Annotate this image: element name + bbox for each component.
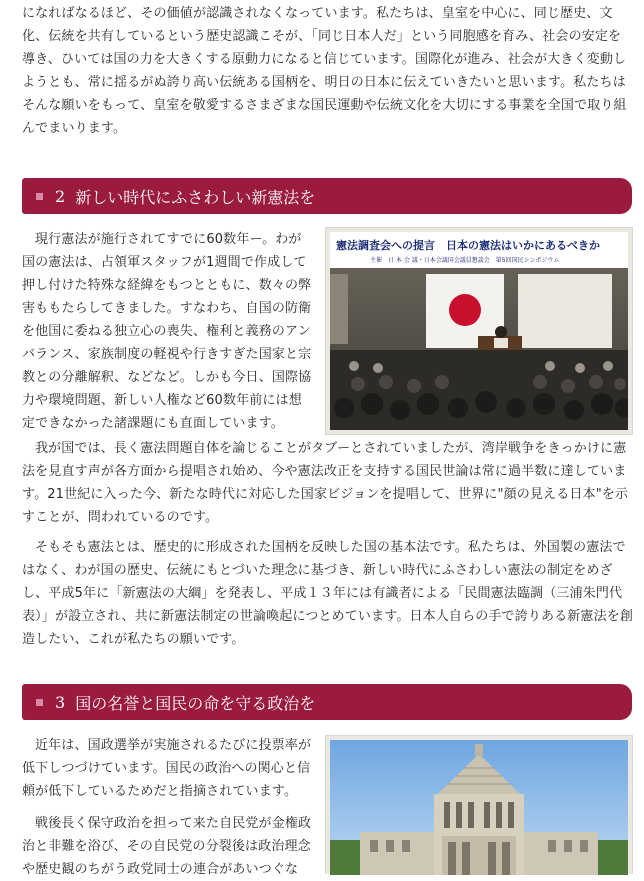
heading-marker-icon — [36, 193, 43, 200]
section3-paragraph-1: 近年は、国政選挙が実施されるたびに投票率が低下しつづけています。国民の政治への関心と信頼が低下しているためだと指摘されています。 — [22, 738, 312, 799]
section2-paragraph-2: 我が国では、長く憲法問題自体を論じることがタブーとされていましたが、湾岸戦争をきっかけに憲法を見直す声が各方面から提唱され始め、今や憲法改正を支持する国民世論は常に過半数に達しています。21世紀に入った今、新たな時代に対応した国家ビジョンを提唱して、世界に"顔の見える日本"を示すことが、問われているのです。 — [22, 441, 629, 525]
diet-building-photo — [325, 735, 633, 874]
section-title: 新しい時代にふさわしい新憲法を — [75, 187, 316, 207]
symposium-photo-image — [330, 232, 628, 430]
diet-building-image — [330, 740, 628, 875]
section2-paragraph-1: 現行憲法が施行されてすでに60数年ー。わが国の憲法は、占領軍スタッフが1週間で作成して押し付けた特殊な経緯をもつとともに、数々の弊害ももたらしてきました。すなわち、自国の防衛を他国に委ねる独立心の喪失、権利と義務のアンバランス、家族制度の軽視や行きすぎた国家と宗教との分離解釈、などなど。しかも今日、国際協力や環境問題、新しい人権など60数年前には想定できなかった諸課題にも直面しています。 — [22, 232, 312, 431]
symposium-photo — [325, 227, 633, 435]
intro-paragraph: になればなるほど、その価値が認識されなくなっています。私たちは、皇室を中心に、同じ歴史、文化、伝統を共有しているという歴史認識こそが、「同じ日本人だ」という同胞感を育み、社会の安定を導き、ひいては国の力を大きくする原動力になると信じています。国際化が進み、社会が大きく変動しようとも、常に揺るがぬ誇り高い伝統ある国柄を、明日の日本に伝えていきたいと思います。私たちはそんな願いをもって、皇室を敬愛するさまざまな国民運動や伝統文化を大切にする事業を全国で取り組んでまいります。 — [22, 6, 627, 136]
section-title: 国の名誉と国民の命を守る政治を — [75, 693, 316, 713]
banner-subtitle: 主催 日 本 会 議・日本会議国会議員懇談会 第5回国民シンポジウム — [370, 257, 560, 264]
section-heading-2 — [22, 178, 632, 214]
section-heading-3 — [22, 684, 632, 720]
flag-sun — [449, 294, 481, 326]
section2-paragraph-3: そもそも憲法とは、歴史的に形成された国柄を反映した国の基本法です。私たちは、外国製の憲法ではなく、わが国の歴史、伝統にもとづいた理念に基づき、新しい時代にふさわしい憲法の制定をめざし、平成5年に「新憲法の大綱」を発表し、平成１３年には有識者による「民間憲法臨調（三浦朱門代表）」が設立され、共に新憲法制定の世論喚起につとめています。日本人自らの手で誇りある新憲法を創造したい、これが私たちの願いです。 — [22, 540, 634, 647]
section3-paragraph-2: 戦後長く保守政治を担って来た自民党が金権政治と非難を浴び、その自民党の分裂後は政治理念や歴史観のちがう政党同士の連合があいつぐな — [22, 816, 312, 877]
banner-title: 憲法調査会への提言 日本の憲法はいかにあるべきか — [336, 239, 600, 252]
section-number: 3 — [55, 692, 66, 712]
section-number: 2 — [55, 186, 66, 206]
flag-right — [518, 274, 612, 348]
heading-marker-icon — [36, 699, 43, 706]
